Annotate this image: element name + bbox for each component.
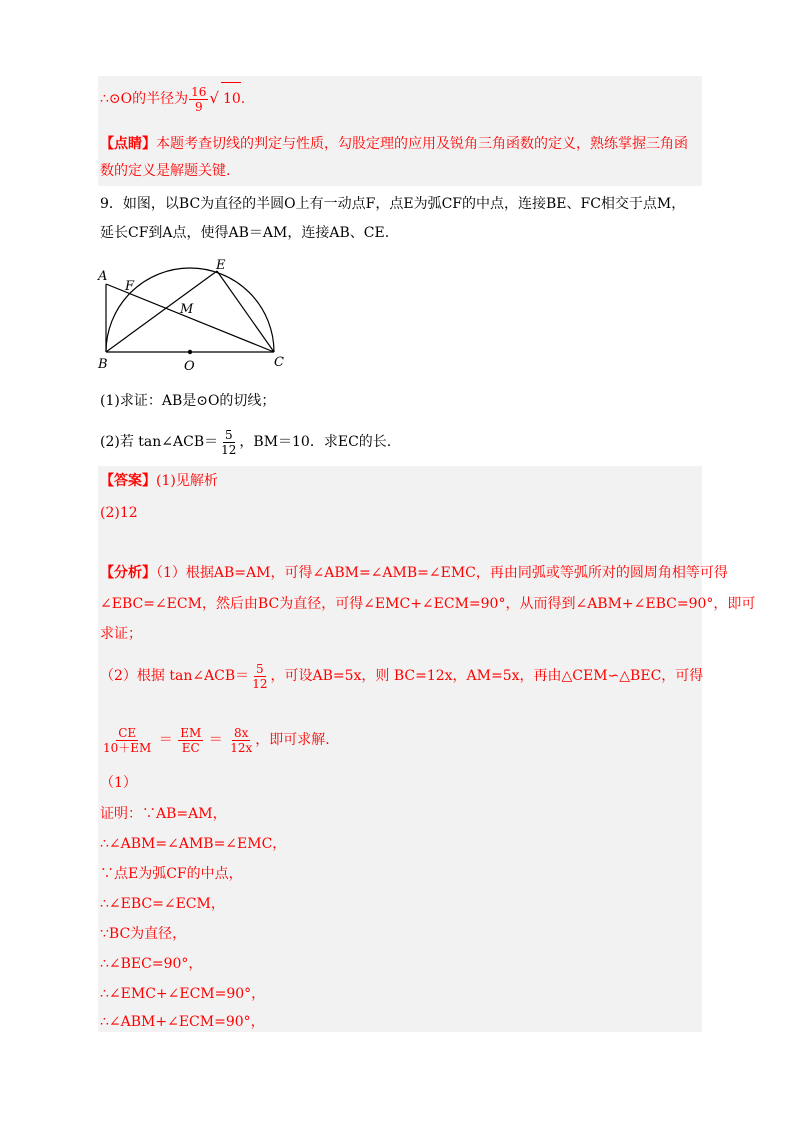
answer-line1: 【答案】(1)见解析 [100, 473, 218, 489]
radius-conclusion: ∴⊙O的半径为 $\frac{16}{9}$ √ 10. [100, 82, 245, 115]
solution-head: （1） [100, 775, 137, 791]
analysis-line4: （2）根据 tan∠ACB＝ $\frac{5}{12}$ ，可设AB=5x，则 BC=12x，AM=5x，再由△CEM∽△BEC，可得 [100, 661, 704, 691]
comment-line1: 【点睛】本题考查切线的判定与性质，勾股定理的应用及锐角三角函数的定义，熟练掌握三角函 [100, 136, 688, 152]
label-m: M [180, 302, 194, 317]
label-e: E [216, 258, 226, 273]
solution-step-4: ∴∠EBC=∠ECM， [100, 896, 225, 912]
answer-line2: (2)12 [100, 505, 138, 521]
segment-ac [106, 284, 274, 352]
solution-step-6: ∴∠BEC=90°， [100, 956, 203, 972]
label-a: A [98, 269, 108, 284]
question-2: (2)若 tan∠ACB＝ $\frac{5}{12}$ ，BM＝10．求EC的长. [100, 427, 392, 457]
solution-step-3: ∵点E为弧CF的中点， [100, 866, 243, 882]
label-f: F [125, 279, 135, 294]
label-c: C [274, 355, 284, 370]
solution-step-1: 证明：∵AB=AM， [100, 806, 227, 822]
center-point-o [188, 350, 192, 354]
question-1: (1)求证：AB是⊙O的切线； [100, 393, 276, 409]
analysis-line2: ∠EBC=∠ECM，然后由BC为直径，可得∠EMC+∠ECM=90°，从而得到∠ABM+∠EBC=90°，即可 [100, 596, 756, 612]
label-b: B [98, 357, 108, 372]
solution-step-7: ∴∠EMC+∠ECM=90°， [100, 986, 266, 1002]
solution-step-8: ∴∠ABM+∠ECM=90°， [100, 1014, 265, 1030]
problem-line1: 9．如图，以BC为直径的半圆O上有一动点F，点E为弧CF的中点，连接BE、FC相交于点M， [100, 196, 686, 212]
analysis-equation: $\frac{CE}{10+EM}$ ＝ $\frac{EM}{EC}$ ＝ $\frac{8x}{12x}$ ，即可求解. [103, 725, 330, 755]
segment-be [106, 271, 217, 352]
analysis-line3: 求证； [100, 626, 142, 642]
solution-step-5: ∵BC为直径， [100, 926, 187, 942]
semicircle-figure [92, 258, 292, 378]
analysis-line1: 【分析】（1）根据AB=AM，可得∠ABM=∠AMB=∠EMC，再由同弧或等弧所对的圆周角相等可得 [100, 565, 728, 581]
problem-line2: 延长CF到A点，使得AB＝AM，连接AB、CE. [100, 225, 390, 241]
comment-line2: 数的定义是解题关键. [100, 163, 231, 179]
solution-step-2: ∴∠ABM=∠AMB=∠EMC， [100, 836, 287, 852]
label-o: O [184, 359, 195, 374]
